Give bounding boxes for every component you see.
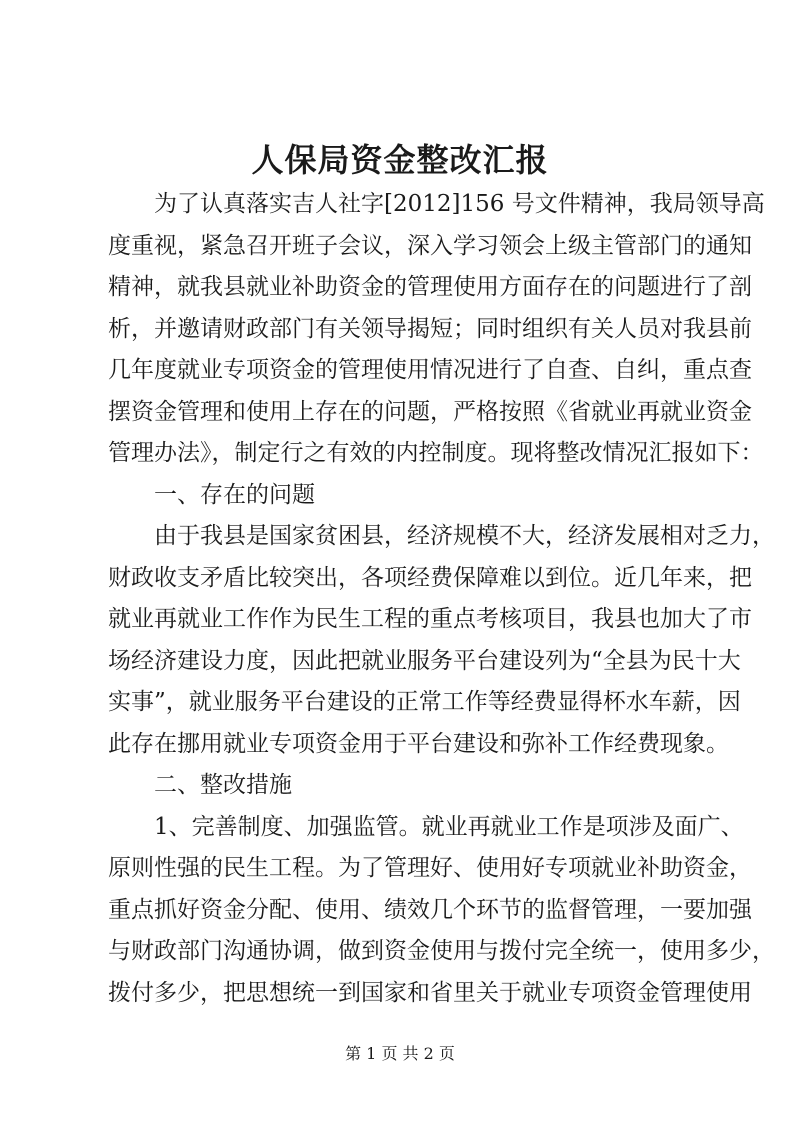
document-body <box>108 184 775 1014</box>
paragraph-line: 拨付多少，把思想统一到国家和省里关于就业专项资金管理使用 <box>108 979 752 1006</box>
section-heading: 二、整改措施 <box>154 772 292 798</box>
section-heading: 一、存在的问题 <box>154 481 315 508</box>
paragraph-line: 场经济建设力度，因此把就业服务平台建设列为“全县为民十大 <box>108 647 741 674</box>
paragraph-line: 度重视，紧急召开班子会议，深入学习领会上级主管部门的通知 <box>108 232 752 259</box>
paragraph-line: 析，并邀请财政部门有关领导揭短；同时组织有关人员对我县前 <box>108 315 752 342</box>
paragraph-line: 财政收支矛盾比较突出，各项经费保障难以到位。近几年来，把 <box>108 564 752 591</box>
paragraph-line: 1、完善制度、加强监管。就业再就业工作是项涉及面广、 <box>154 813 744 840</box>
paragraph-line: 为了认真落实吉人社字[2012]156 号文件精神，我局领导高 <box>154 191 765 217</box>
document-title: 人保局资金整改汇报 <box>251 141 549 179</box>
paragraph-line: 重点抓好资金分配、使用、绩效几个环节的监督管理，一要加强 <box>108 896 752 923</box>
paragraph-line: 管理办法》，制定行之有效的内控制度。现将整改情况汇报如下： <box>108 440 764 466</box>
paragraph-line: 几年度就业专项资金的管理使用情况进行了自查、自纠，重点查 <box>108 357 752 383</box>
page-number-footer: 第 1 页 共 2 页 <box>345 1044 455 1063</box>
paragraph-line: 此存在挪用就业专项资金用于平台建设和弥补工作经费现象。 <box>108 730 729 757</box>
paragraph-line: 与财政部门沟通协调，做到资金使用与拨付完全统一，使用多少， <box>108 938 775 964</box>
paragraph-line: 就业再就业工作作为民生工程的重点考核项目，我县也加大了市 <box>108 606 752 632</box>
paragraph-line: 摆资金管理和使用上存在的问题，严格按照《省就业再就业资金 <box>108 398 752 425</box>
paragraph-line: 原则性强的民生工程。为了管理好、使用好专项就业补助资金， <box>108 855 752 881</box>
paragraph-line: 实事”，就业服务平台建设的正常工作等经费显得杯水车薪，因 <box>108 689 741 715</box>
paragraph-line: 由于我县是国家贫困县，经济规模不大，经济发展相对乏力， <box>154 523 775 549</box>
paragraph-line: 精神，就我县就业补助资金的管理使用方面存在的问题进行了剖 <box>108 274 752 300</box>
